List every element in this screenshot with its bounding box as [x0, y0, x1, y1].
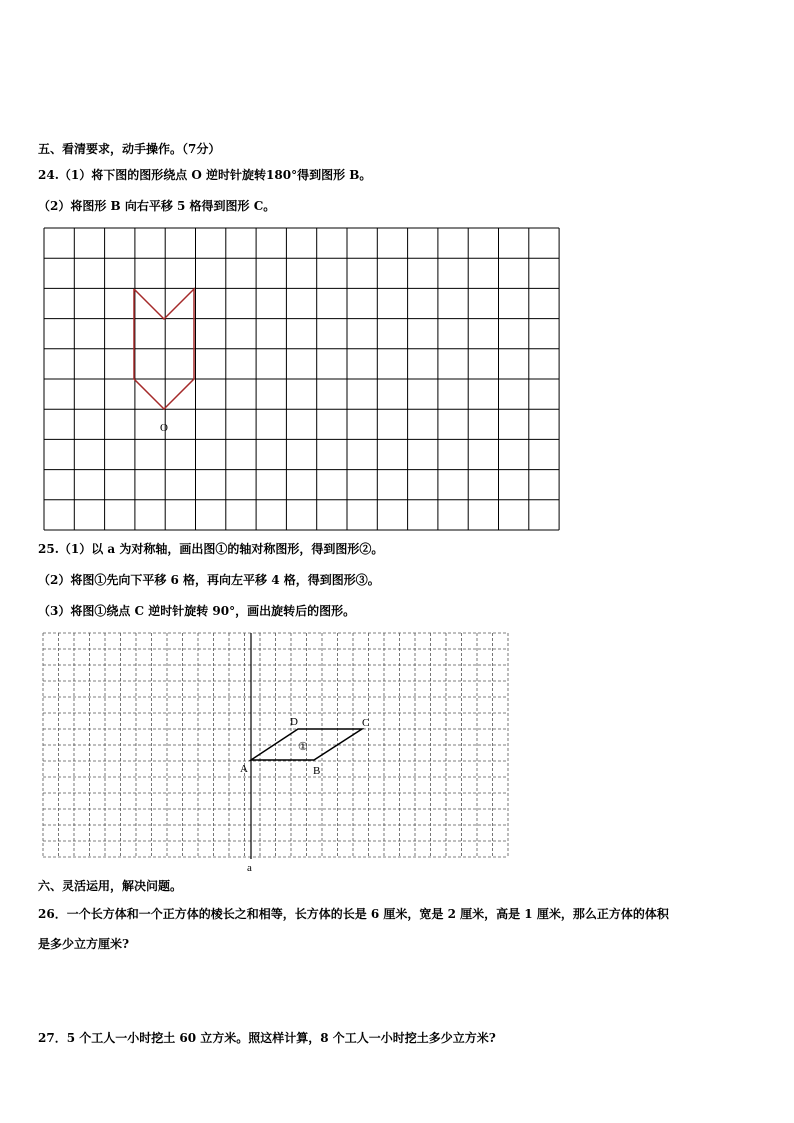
q25-part2: （2）将图①先向下平移 6 格，再向左平移 4 格，得到图形③。	[38, 573, 380, 587]
section5-heading: 五、看清要求，动手操作。（7分）	[38, 142, 221, 156]
vertex-c-label: C	[362, 717, 370, 729]
q27-text: 27．5 个工人一小时挖土 60 立方米。照这样计算，8 个工人一小时挖土多少立方米?	[38, 1031, 496, 1045]
shape-1-label: ①	[298, 741, 308, 753]
q25-part3: （3）将图①绕点 C 逆时针旋转 90°，画出旋转后的图形。	[38, 604, 356, 618]
q25-part1: 25.（1）以 a 为对称轴，画出图①的轴对称图形，得到图形②。	[38, 542, 384, 556]
axis-a-label: a	[247, 862, 252, 874]
q24-part2: （2）将图形 B 向右平移 5 格得到图形 C。	[38, 199, 276, 213]
q26-line2: 是多少立方厘米?	[38, 937, 130, 951]
q25-grid	[43, 633, 508, 857]
q24-part1: 24.（1）将下图的图形绕点 O 逆时针旋转180°得到图形 B。	[38, 168, 372, 182]
vertex-b-label: B	[313, 765, 321, 777]
section6-heading: 六、灵活运用，解决问题。	[38, 879, 183, 893]
vertex-a-label: A	[240, 763, 248, 775]
vertex-d-label: D	[290, 716, 298, 728]
q26-line1: 26．一个长方体和一个正方体的棱长之和相等，长方体的长是 6 厘米，宽是 2 厘米，高是 1 厘米，那么正方体的体积	[38, 907, 669, 921]
point-o-label: O	[160, 422, 168, 434]
